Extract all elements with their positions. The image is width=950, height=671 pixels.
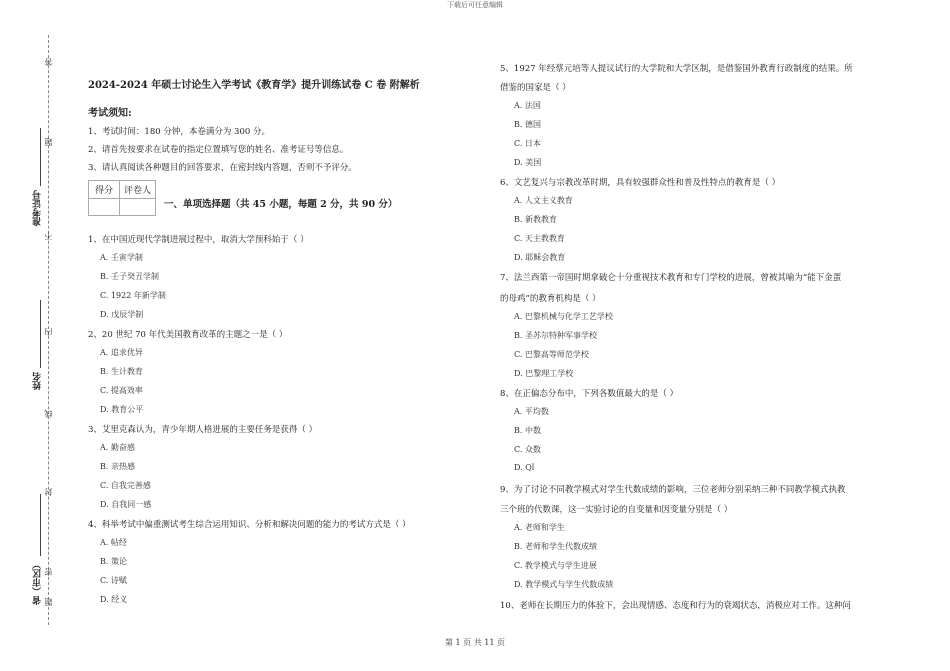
- seal-marker-5: 线: [44, 410, 53, 418]
- name-field[interactable]: [40, 300, 41, 368]
- exam-title: 2024-2024 年硕士讨论生入学考试《教育学》提升训练试卷 C 卷 附解析: [88, 80, 420, 91]
- question-stem: 7、法兰西第一帝国时期拿破仑十分重视技术教育和专门学校的进展，曾被其喻为“能下金蛋: [500, 273, 842, 283]
- option[interactable]: A. 帖经: [100, 538, 127, 547]
- seal-marker-3: 不: [44, 232, 53, 240]
- option[interactable]: C. 1922 年新学制: [100, 291, 166, 300]
- top-note: 下载后可任意编辑: [447, 1, 503, 9]
- question-stem-cont: 三个班的代数课，这一实验讨论的自变量和因变量分别是（ ）: [500, 505, 733, 515]
- score-label: 得分: [89, 181, 120, 199]
- seal-marker-1: 答: [44, 58, 53, 66]
- option[interactable]: D. 教学模式与学生代数成绩: [514, 580, 614, 589]
- grader-label: 评卷人: [120, 181, 156, 199]
- option[interactable]: C. 诗赋: [100, 576, 127, 585]
- option[interactable]: C. 教学模式与学生进展: [514, 561, 597, 570]
- option[interactable]: B. 老师和学生代数成绩: [514, 542, 597, 551]
- section-title: 一、单项选择题（共 45 小题，每题 2 分，共 90 分）: [164, 199, 398, 210]
- seal-marker-2: 题: [44, 138, 53, 146]
- question-stem: 1、在中国近现代学制进展过程中，取消大学预科始于（ ）: [88, 235, 309, 245]
- option[interactable]: D. 巴黎理工学校: [514, 369, 574, 378]
- question-stem: 9、为了讨论不同教学模式对学生代数成绩的影响，三位老师分别采纳三种不同教学模式执教: [500, 485, 846, 495]
- seal-marker-8: 题: [44, 598, 53, 606]
- option[interactable]: B. 新教教育: [514, 215, 557, 224]
- option[interactable]: A. 勤奋感: [100, 443, 135, 452]
- note-item: 3、请认真阅读各种题目的回答要求，在密封线内答题，否则不予评分。: [88, 163, 357, 173]
- page-footer: 第 1 页 共 11 页: [445, 638, 505, 647]
- option[interactable]: C. 提高效率: [100, 386, 143, 395]
- option[interactable]: C. 自我完善感: [100, 481, 151, 490]
- option[interactable]: C. 日本: [514, 139, 541, 148]
- exam-number-field[interactable]: [40, 128, 41, 186]
- option[interactable]: A. 巴黎机械与化学工艺学校: [514, 312, 613, 321]
- option[interactable]: B. 中数: [514, 426, 541, 435]
- option[interactable]: C. 巴黎高等师范学校: [514, 350, 589, 359]
- option[interactable]: D. 美国: [514, 158, 542, 167]
- option[interactable]: A. 老师和学生: [514, 523, 565, 532]
- option[interactable]: D. Ql: [514, 463, 535, 472]
- question-stem: 10、老师在长期压力的体验下，会出现情感、态度和行为的衰竭状态，消极应对工作。这种问: [500, 601, 851, 611]
- seal-marker-4: 内: [44, 328, 53, 336]
- option[interactable]: A. 人文主义教育: [514, 196, 573, 205]
- question-stem: 3、艾里克森认为，青少年期人格进展的主要任务是获得（ ）: [88, 425, 318, 435]
- option[interactable]: B. 圣苏尔特种军事学校: [514, 331, 597, 340]
- grader-cell[interactable]: [120, 199, 156, 216]
- score-table: [88, 180, 156, 216]
- province-label: 省（市区）: [33, 560, 43, 605]
- note-item: 1、考试时间：180 分钟，本卷满分为 300 分。: [88, 127, 270, 137]
- score-cell[interactable]: [89, 199, 120, 216]
- option[interactable]: A. 法国: [514, 101, 541, 110]
- question-stem-cont: 借鉴的国家是（ ）: [500, 83, 571, 93]
- option[interactable]: B. 策论: [100, 557, 127, 566]
- option[interactable]: A. 平均数: [514, 407, 549, 416]
- question-stem: 5、1927 年经蔡元培等人提议试行的大学院和大学区制，是借鉴国外教育行政制度的结果。所: [500, 64, 853, 74]
- question-stem: 6、文艺复兴与宗教改革时期，具有较强群众性和普及性特点的教育是（ ）: [500, 178, 781, 188]
- option[interactable]: B. 德国: [514, 120, 541, 129]
- option[interactable]: B. 亲热感: [100, 462, 135, 471]
- option[interactable]: A. 壬寅学制: [100, 253, 143, 262]
- question-stem: 8、在正偏态分布中，下列各数值最大的是（ ）: [500, 389, 679, 399]
- seal-marker-6: 封: [44, 488, 53, 496]
- option[interactable]: D. 自我同一感: [100, 500, 152, 509]
- option[interactable]: D. 教育公平: [100, 405, 144, 414]
- note-item: 2、请首先按要求在试卷的指定位置填写您的姓名、准考证号等信息。: [88, 145, 349, 155]
- option[interactable]: B. 壬子癸丑学制: [100, 272, 159, 281]
- notes-heading: 考试须知:: [88, 108, 132, 119]
- option[interactable]: C. 众数: [514, 445, 541, 454]
- option[interactable]: D. 经义: [100, 595, 128, 604]
- option[interactable]: B. 生计教育: [100, 367, 143, 376]
- option[interactable]: D. 戊辰学制: [100, 310, 144, 319]
- option[interactable]: D. 耶稣会教育: [514, 253, 566, 262]
- province-field[interactable]: [40, 494, 41, 556]
- question-stem-cont: 的母鸡”的教育机构是（ ）: [500, 294, 601, 304]
- name-label: 姓名: [33, 372, 43, 390]
- option[interactable]: A. 追求优异: [100, 348, 143, 357]
- exam-number-label: 准考证号: [33, 190, 43, 226]
- question-stem: 2、20 世纪 70 年代美国教育改革的主题之一是（ ）: [88, 330, 288, 340]
- seal-marker-7: 密: [44, 568, 53, 576]
- question-stem: 4、科举考试中偏重测试考生综合运用知识、分析和解决问题的能力的考试方式是（ ）: [88, 520, 411, 530]
- option[interactable]: C. 天主教教育: [514, 234, 565, 243]
